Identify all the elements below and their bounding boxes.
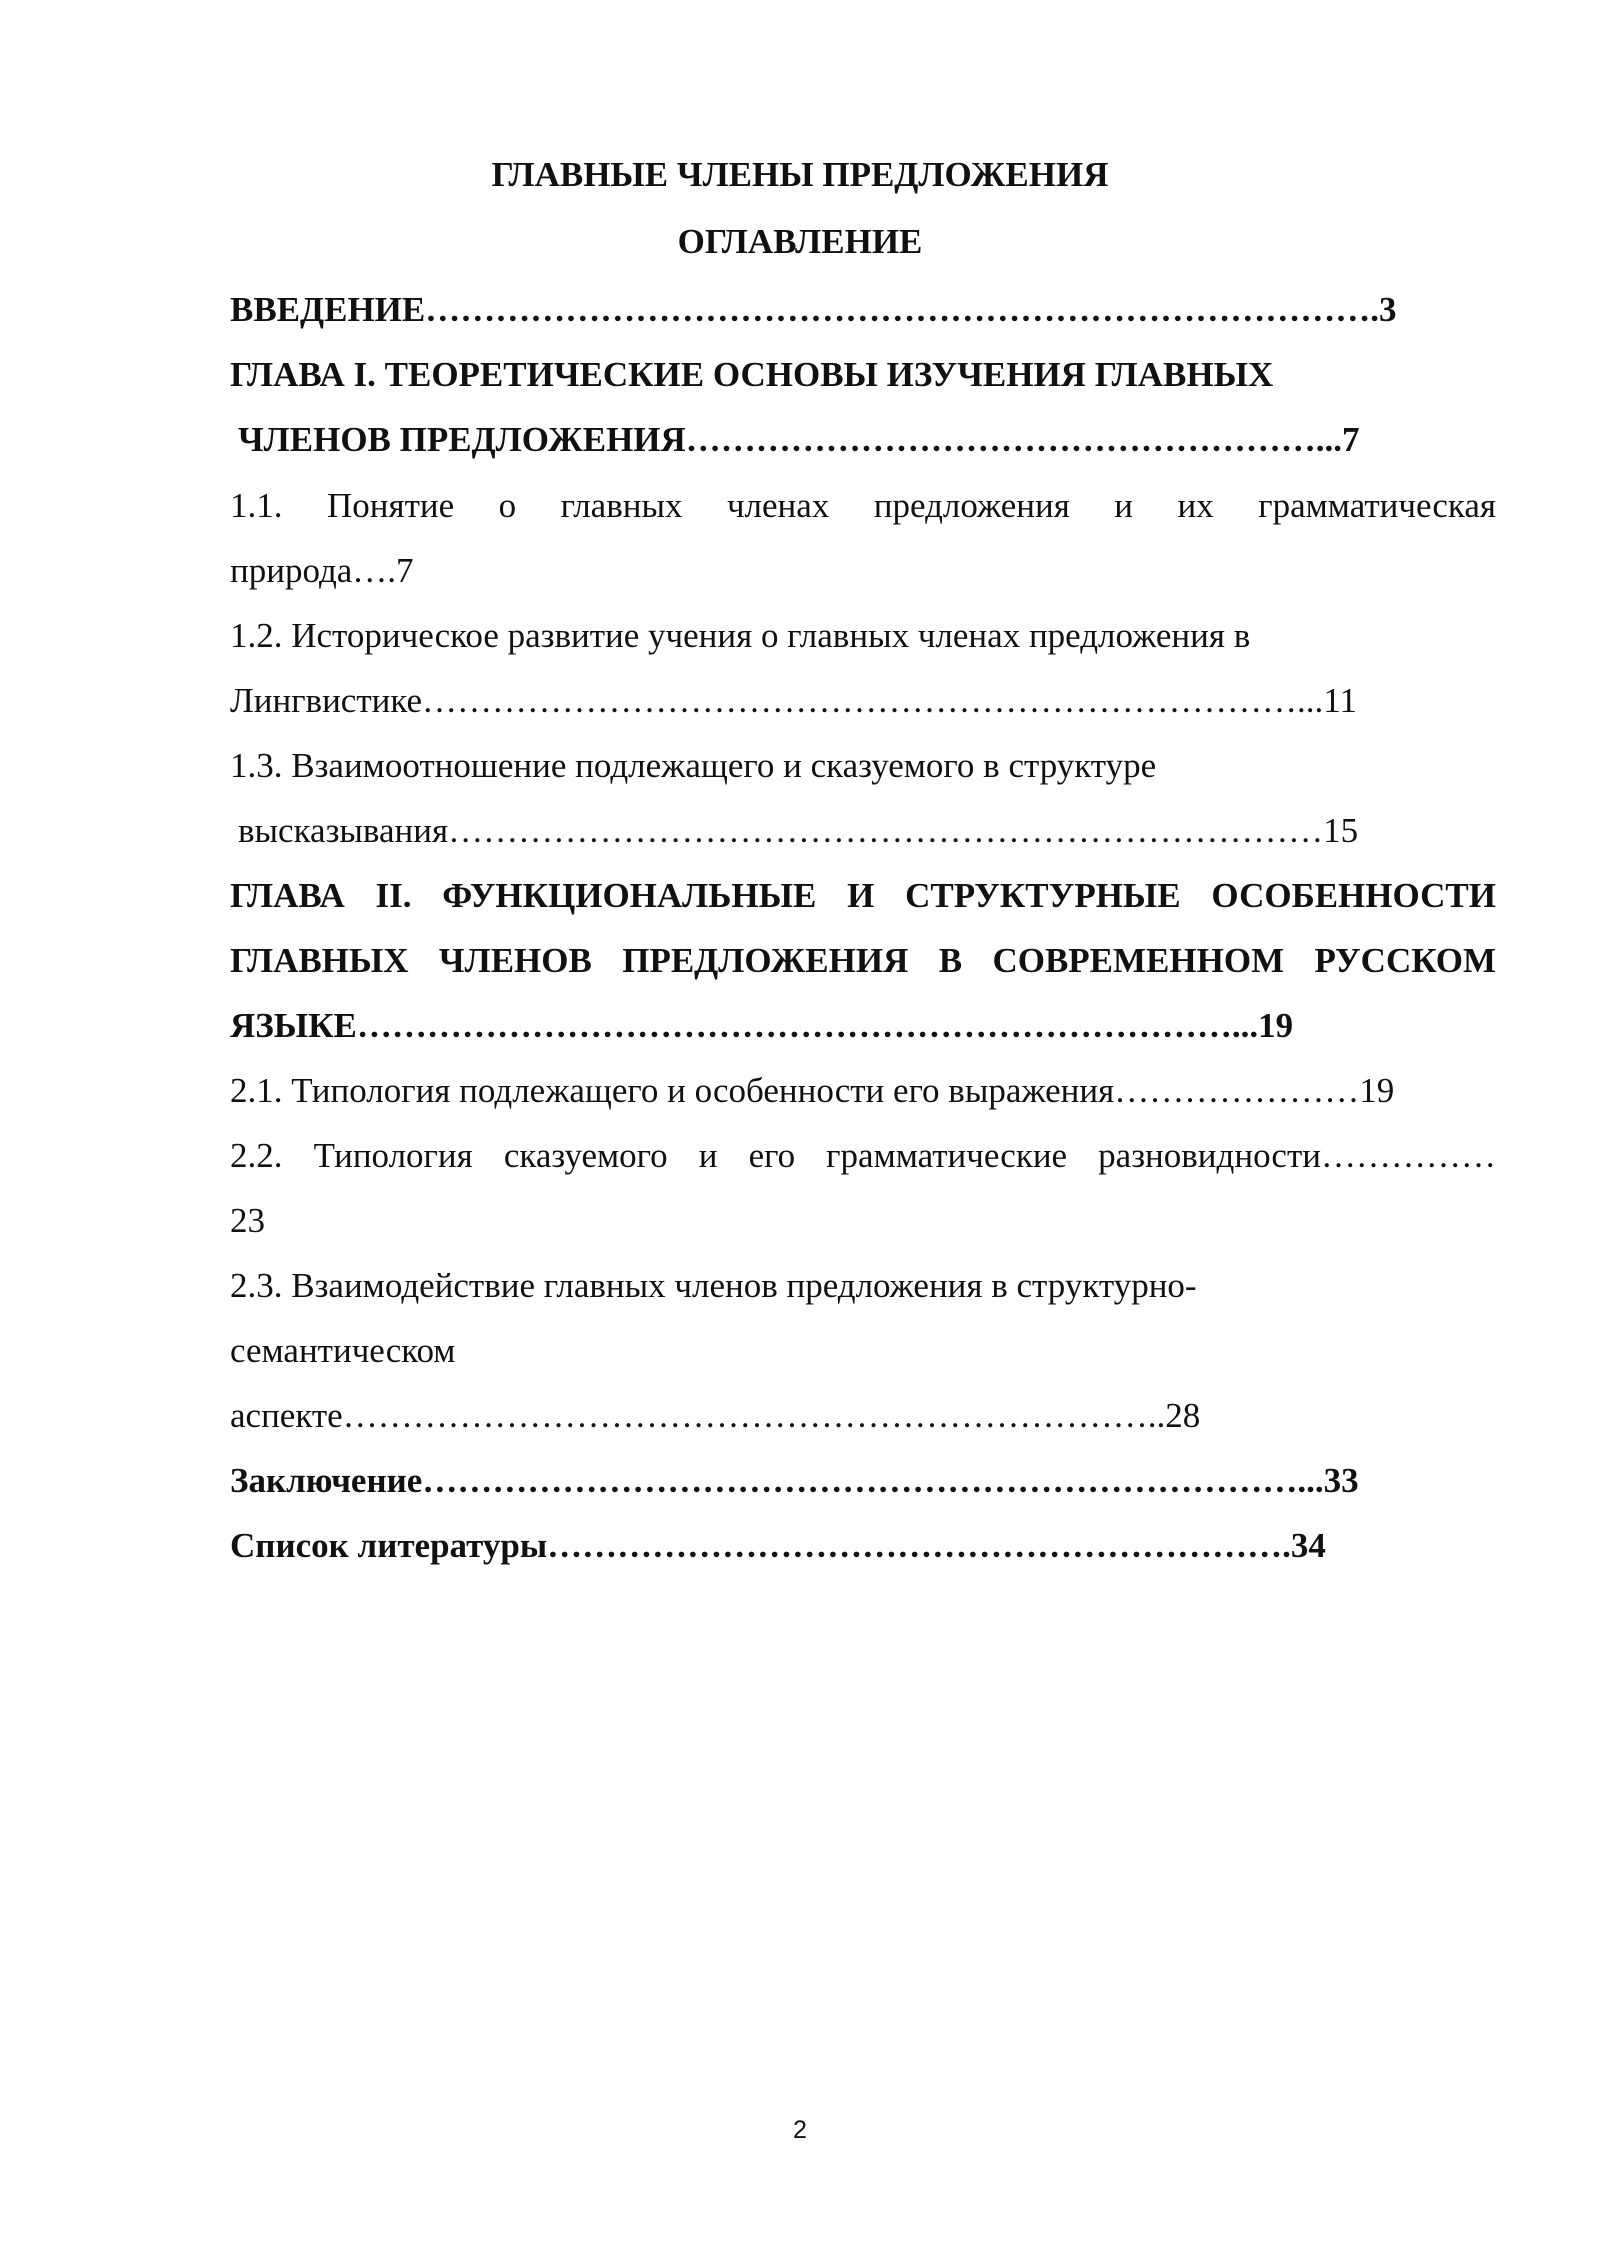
toc-entry-chapter-1-line-2: ЧЛЕНОВ ПРЕДЛОЖЕНИЯ………………………………………………...7: [238, 420, 1360, 459]
toc-entry-chapter-1-line-1: ГЛАВА I. ТЕОРЕТИЧЕСКИЕ ОСНОВЫ ИЗУЧЕНИЯ ГЛАВНЫХ: [230, 355, 1274, 394]
toc-entry-1-1-line-2: природа….7: [230, 551, 414, 590]
toc-entry-2-1: 2.1. Типология подлежащего и особенности его выражения…………………19: [230, 1071, 1395, 1110]
toc-entry-chapter-2-line-3: ЯЗЫКЕ…………………………………………………………………...19: [230, 1006, 1294, 1045]
toc-entry-2-3-line-1: 2.3. Взаимодействие главных членов предложения в структурно-: [230, 1266, 1197, 1305]
toc-entry-1-2-line-1: 1.2. Историческое развитие учения о главных членах предложения в: [230, 616, 1251, 655]
toc-entry-2-2-line-2: 23: [230, 1201, 265, 1240]
toc-entry-chapter-2-line-1: ГЛАВА II. ФУНКЦИОНАЛЬНЫЕ И СТРУКТУРНЫЕ ОСОБЕННОСТИ: [230, 876, 1496, 915]
toc-entry-2-2-line-1: 2.2. Типология сказуемого и его грамматические разновидности……………: [230, 1136, 1496, 1175]
toc-entry-1-1-line-1: 1.1. Понятие о главных членах предложения и их грамматическая: [230, 486, 1496, 525]
page-number: 2: [793, 2116, 807, 2144]
toc-entry-introduction: ВВЕДЕНИЕ……………………………………………………………………….3: [230, 290, 1397, 329]
toc-entry-1-3-line-2: высказывания…………………………………………………………………15: [238, 811, 1359, 850]
toc-entry-chapter-2-line-2: ГЛАВНЫХ ЧЛЕНОВ ПРЕДЛОЖЕНИЯ В СОВРЕМЕННОМ РУССКОМ: [230, 941, 1496, 980]
toc-entry-2-3-line-2: семантическом: [230, 1331, 456, 1370]
toc-entry-1-2-line-2: Лингвистике…………………………………………………………………...11: [230, 681, 1357, 720]
document-title: ГЛАВНЫЕ ЧЛЕНЫ ПРЕДЛОЖЕНИЯ: [491, 155, 1109, 194]
toc-entry-conclusion: Заключение…………………………………………………………………...33: [230, 1461, 1359, 1500]
toc-entry-2-3-line-3: аспекте……………………………………………………………..28: [230, 1396, 1201, 1435]
toc-heading: ОГЛАВЛЕНИЕ: [677, 222, 923, 261]
toc-entry-1-3-line-1: 1.3. Взаимоотношение подлежащего и сказуемого в структуре: [230, 746, 1157, 785]
toc-entry-bibliography: Список литературы……………………………………………………….34: [230, 1526, 1326, 1565]
